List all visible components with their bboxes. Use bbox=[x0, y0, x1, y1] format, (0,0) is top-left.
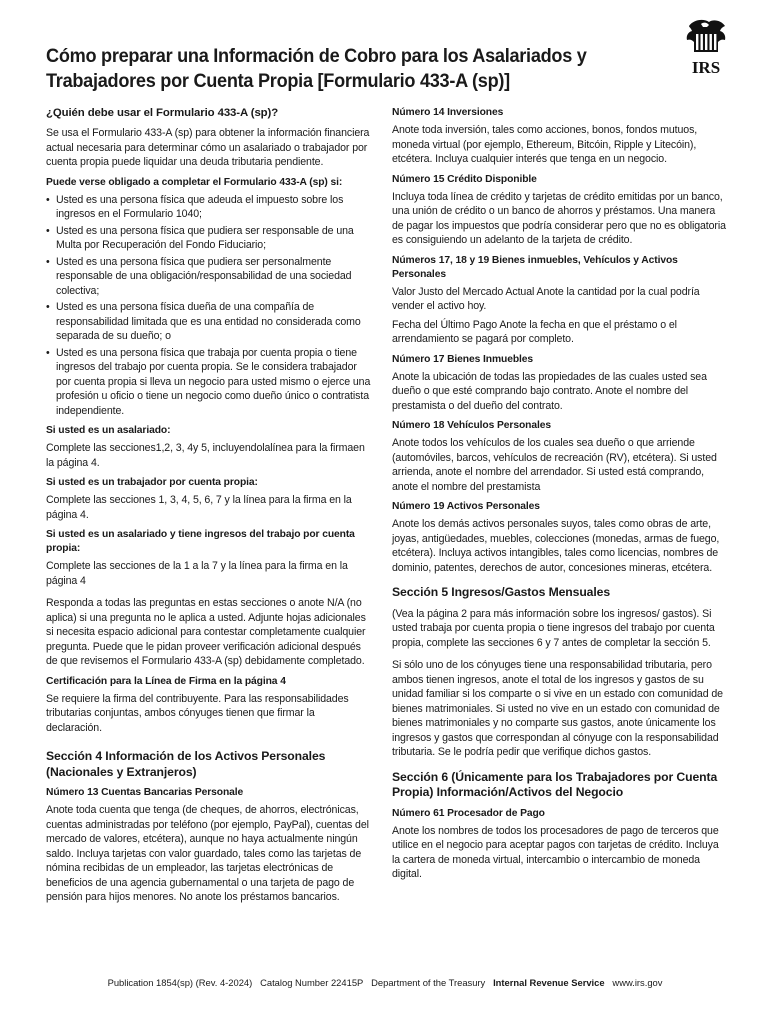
market-value-text: Valor Justo del Mercado Actual Anote la cantidad por la cual podría vender el activo hoy. bbox=[392, 285, 700, 312]
self-employed-heading: Si usted es un trabajador por cuenta propia: bbox=[46, 477, 258, 488]
obligated-heading: Puede verse obligado a completar el Formulario 433-A (sp) si: bbox=[46, 176, 343, 188]
section-5-text-2: Si sólo uno de los cónyuges tiene una responsabilidad tributaria, pero ambos tienen ingresos, anote el total de los ingresos y gastos de su unidad familiar si los comparte o si vive en un estado con comunidad de bienes matrimoniales. Si usted no vive en un estado con comunidad de bienes matrimoniales y no comparte sus gastos, anote únicamente los ingresos y gastos que correspondan al cónyuge con la responsabilidad tributaria. Se le podría pedir que verifique dichos gastos. bbox=[392, 659, 723, 758]
page-title bbox=[46, 44, 623, 94]
answer-instructions-text: Responda a todas las preguntas en estas secciones o anote N/A (no aplica) si una pregunta no le aplica a usted. Adjunte hojas adicionales si necesita espacio adicional para contestar completamente cualquier pregunta. Puede que le pidan proveer verificación adicional después de que revisemos el Formulario 433-A (sp) debidamente completado. bbox=[46, 597, 366, 667]
left-column bbox=[46, 106, 372, 909]
certification-heading: Certificación para la Línea de Firma en la página 4 bbox=[46, 675, 286, 687]
section-4-heading: Sección 4 Información de los Activos Personales (Nacionales y Extranjeros) bbox=[46, 749, 326, 779]
item-14-text: Anote toda inversión, tales como acciones, bonos, fondos mutuos, moneda virtual (por ejemplo, Ethereum, Bitcóin, Ripple y Litecóin), etcétera. Incluya cualquier interés que tenga en un negocio. bbox=[392, 124, 698, 165]
who-should-use-text: Se usa el Formulario 433-A (sp) para obtener la información financiera actual necesaria para determinar cómo un asalariado o trabajador por cuenta propia puede liquidar una deuda tributaria pendiente. bbox=[46, 127, 370, 168]
item-19-text: Anote los demás activos personales suyos, tales como obras de arte, joyas, antigüedades, muebles, colecciones (monedas, armas de fuego, etcétera). Incluya activos intangibles, tales como licencias, nombres de dominio, patentes, derechos de autor, concesiones mineras, etcétera. bbox=[392, 518, 720, 574]
section-6-heading: Sección 6 (Únicamente para los Trabajadores por Cuenta Propia) Información/Activos del Negocio bbox=[392, 769, 718, 799]
item-15-heading: Número 15 Crédito Disponible bbox=[392, 173, 537, 185]
last-payment-text: Fecha del Último Pago Anote la fecha en que el préstamo o el arrendamiento se pagará por completo. bbox=[392, 318, 677, 345]
items-17-18-19-heading: Números 17, 18 y 19 Bienes inmuebles, Vehículos y Activos Personales bbox=[392, 254, 678, 280]
who-should-use-heading: ¿Quién debe usar el Formulario 433-A (sp)? bbox=[46, 107, 279, 119]
section-5-text-1: (Vea la página 2 para más información sobre los ingresos/ gastos). Si usted trabaja por cuenta propia o tiene ingresos del trabajo por cuenta propia, complete las secciones 6 y 7 antes de completar la sección 5. bbox=[392, 607, 715, 649]
list-item: • Usted es una persona física que trabaja por cuenta propia o tiene ingresos del trabajo por cuenta propia. Se le considera trabajador por cuenta propia si lleva un negocio para usted mismo o ejerce una profesión u oficio o tiene un negocio como dueño único o contratista independiente. bbox=[46, 346, 372, 419]
list-item: • Usted es una persona física que pudiera ser personalmente responsable de una obligación/responsabilidad de una sociedad colectiva; bbox=[46, 255, 372, 299]
item-15-text: Incluya toda línea de crédito y tarjetas de crédito emitidas por un banco, una unión de crédito o un banco de ahorros y préstamos. Una manera de pagar los impuestos que podría considerar pero que no es obligatoria es consiguiendo un adelanto de la tarjeta de crédito. bbox=[392, 190, 726, 246]
section-5-heading: Sección 5 Ingresos/Gastos Mensuales bbox=[392, 585, 610, 599]
right-column bbox=[392, 106, 726, 886]
irs-eagle-icon bbox=[683, 18, 729, 80]
wage-earner-heading: Si usted es un asalariado: bbox=[46, 425, 171, 436]
item-61-heading: Número 61 Procesador de Pago bbox=[392, 807, 545, 819]
item-18-text: Anote todos los vehículos de los cuales sea dueño o que arriende (automóviles, barcos, vehículos de recreación (RV), etcétera). Si usted arrienda, anote el nombre del arrendador. Si usted está comprando, anote el nombre del prestamista bbox=[392, 437, 717, 493]
list-item: • Usted es una persona física dueña de una compañía de responsabilidad limitada que es una entidad no considerada como separada de su dueño; o bbox=[46, 300, 372, 344]
publication-number: Publication 1854(sp) (Rev. 4-2024) bbox=[107, 977, 253, 988]
self-employed-text: Complete las secciones 1, 3, 4, 5, 6, 7 y la línea para la firma en la página 4. bbox=[46, 494, 352, 521]
catalog-number: Catalog Number 22415P bbox=[260, 977, 364, 988]
wage-and-self-text: Complete las secciones de la 1 a la 7 y la línea para la firma en la página 4 bbox=[46, 560, 348, 587]
list-item: • Usted es una persona física que adeuda el impuesto sobre los ingresos en el Formulario 1040; bbox=[46, 193, 372, 222]
item-18-heading: Número 18 Vehículos Personales bbox=[392, 420, 551, 431]
title-line-2: Trabajadores por Cuenta Propia [Formulario 433-A (sp)] bbox=[46, 70, 510, 92]
item-19-heading: Número 19 Activos Personales bbox=[392, 501, 540, 512]
department-name: Department of the Treasury bbox=[371, 977, 486, 988]
logo-text: IRS bbox=[691, 58, 721, 77]
item-13-text: Anote toda cuenta que tenga (de cheques, de ahorros, electrónicas, cuentas administradas por teléfono (por ejemplo, PayPal), cuentas del mercado de valores, etcétera), aunque no haya actualmente ningún saldo. Incluya tarjetas con valor guardado, tales como las tarjetas de nómina recibidas de un empleador, las tarjetas electrónicas de beneficios de una agencia gubernamental o una tarjeta de pago de pensión para hijos menores. No anote los préstamos bancarios. bbox=[46, 804, 369, 903]
title-line-1: Cómo preparar una Información de Cobro para los Asalariados y bbox=[46, 45, 587, 67]
item-61-text: Anote los nombres de todos los procesadores de pago de terceros que utilice en el negocio para aceptar pagos con tarjetas de crédito. Incluya la cartera de moneda virtual, intercambio o intercambio de moneda digital. bbox=[392, 824, 719, 880]
item-14-heading: Número 14 Inversiones bbox=[392, 107, 504, 118]
irs-logo bbox=[683, 18, 729, 80]
item-13-heading: Número 13 Cuentas Bancarias Personale bbox=[46, 787, 244, 798]
wage-earner-text: Complete las secciones1,2, 3, 4y 5, incluyendolalínea para la firmaen la página 4. bbox=[46, 442, 365, 469]
certification-text: Se requiere la firma del contribuyente. Para las responsabilidades tributarias conjuntas, ambos cónyuges tienen que firmar la declaración. bbox=[46, 692, 349, 734]
item-17-text: Anote la ubicación de todas las propiedades de las cuales usted sea dueño o que esté comprando bajo contrato. Anote el nombre del prestamista o del dueño del contrato. bbox=[392, 370, 707, 412]
obligated-list bbox=[46, 193, 372, 419]
website-url: www.irs.gov bbox=[612, 977, 663, 988]
agency-name: Internal Revenue Service bbox=[493, 977, 605, 988]
item-17-heading: Número 17 Bienes Inmuebles bbox=[392, 353, 534, 365]
list-item: • Usted es una persona física que pudiera ser responsable de una Multa por Recuperación del Fondo Fiduciario; bbox=[46, 224, 372, 253]
wage-and-self-heading: Si usted es un asalariado y tiene ingresos del trabajo por cuenta propia: bbox=[46, 529, 355, 554]
page-footer bbox=[0, 977, 770, 989]
